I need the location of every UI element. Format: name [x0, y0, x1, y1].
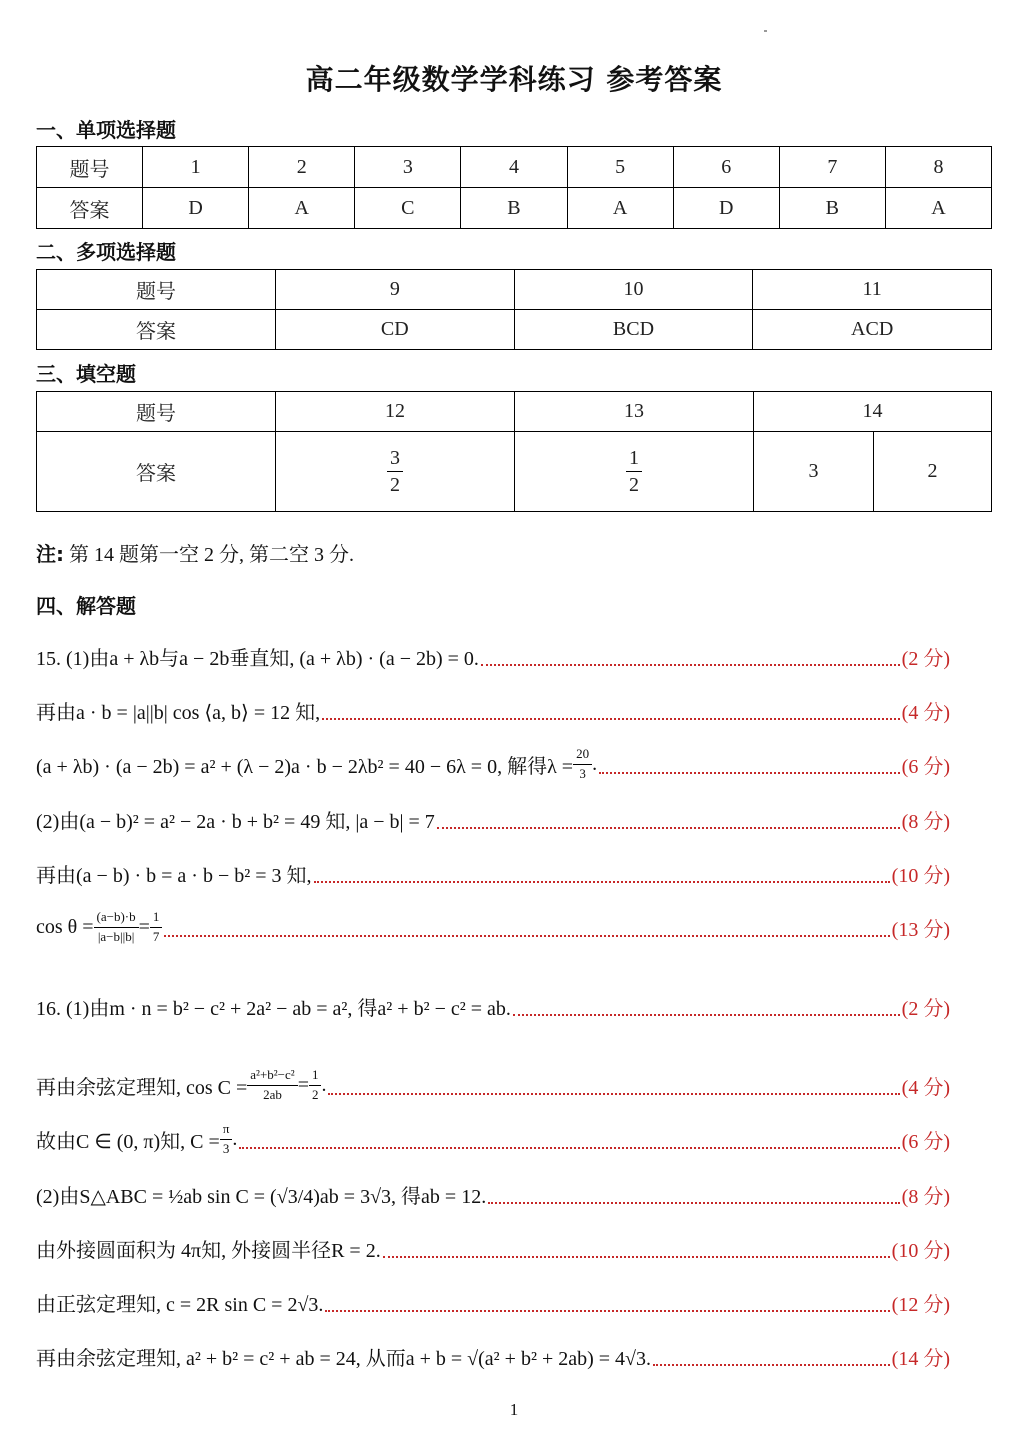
score-label: (2 分) — [901, 997, 950, 1020]
solution-text-tail: . — [592, 752, 598, 775]
note-text: 第 14 题第一空 2 分, 第二空 3 分. — [69, 544, 354, 566]
leader-dots — [239, 1147, 899, 1149]
solution-text: 由正弦定理知, c = 2R sin C = 2√3. — [36, 1293, 324, 1316]
score-label: (6 分) — [901, 755, 950, 778]
leader-dots — [437, 827, 900, 829]
table-cell: B — [779, 188, 885, 229]
fraction — [626, 447, 642, 496]
table-cell: 9 — [276, 270, 515, 310]
score-label: (14 分) — [891, 1347, 950, 1370]
table-cell: 14 — [754, 392, 992, 432]
table-cell: A — [567, 188, 673, 229]
solution-text: 再由余弦定理知, a² + b² = c² + ab = 24, 从而a + b = √(a² + b² + 2ab) = 4√3. — [36, 1347, 652, 1370]
score-label: (4 分) — [901, 701, 950, 724]
numerator: 1 — [309, 1068, 322, 1085]
denominator: 2 — [629, 474, 639, 496]
numerator: 3 — [387, 447, 403, 472]
score-label: (6 分) — [901, 1130, 950, 1153]
solution-text: cos θ = — [36, 915, 94, 938]
scan-mark — [764, 30, 767, 32]
table-row — [37, 188, 992, 229]
row-label: 答案 — [37, 310, 276, 350]
score-label: (13 分) — [891, 918, 950, 941]
score-label: (10 分) — [891, 864, 950, 887]
solution-text-tail: . — [321, 1073, 327, 1096]
fraction — [94, 910, 139, 944]
solution-text-mid: = — [297, 1073, 309, 1096]
fill-blank-table — [36, 391, 992, 512]
table-cell: 13 — [515, 392, 754, 432]
fraction — [387, 447, 403, 496]
solution-text: 再由余弦定理知, cos C = — [36, 1076, 248, 1099]
denominator: 2ab — [263, 1086, 282, 1102]
denominator: |a−b||b| — [97, 928, 135, 944]
solution-text: (2)由S△ABC = ½ab sin C = (√3/4)ab = 3√3, 得ab = 12. — [36, 1185, 487, 1208]
table-cell: 3 — [754, 432, 874, 512]
leader-dots — [653, 1364, 890, 1366]
page-number: 1 — [509, 1400, 519, 1419]
row-label: 答案 — [37, 188, 143, 229]
numerator: 20 — [573, 747, 592, 764]
solution-text: 16. (1)由m · n = b² − c² + 2a² − ab = a², 得a² + b² − c² = ab. — [36, 997, 511, 1020]
table-row — [37, 310, 992, 350]
row-label: 答案 — [37, 432, 276, 512]
solution-line — [36, 690, 950, 730]
leader-dots — [325, 1310, 889, 1312]
numerator: 1 — [150, 910, 163, 927]
table-cell: 4 — [461, 147, 567, 188]
table-cell: ACD — [753, 310, 992, 350]
table-cell: 6 — [673, 147, 779, 188]
table-cell: 2 — [874, 432, 992, 512]
score-label: (4 分) — [901, 1076, 950, 1099]
leader-dots — [513, 1014, 900, 1016]
fraction — [150, 910, 163, 944]
fraction — [220, 1122, 233, 1156]
table-row — [37, 270, 992, 310]
numerator: 1 — [626, 447, 642, 472]
leader-dots — [314, 881, 890, 883]
row-label: 题号 — [37, 147, 143, 188]
table-row — [37, 392, 992, 432]
solution-line — [36, 1065, 950, 1105]
table-cell: A — [249, 188, 355, 229]
table-row — [37, 432, 992, 512]
numerator: (a−b)·b — [94, 910, 139, 927]
table-cell: BCD — [514, 310, 753, 350]
leader-dots — [164, 935, 889, 937]
section-heading-single-choice: 一、单项选择题 — [36, 118, 176, 142]
row-label: 题号 — [37, 270, 276, 310]
denominator: 2 — [390, 474, 400, 496]
fraction — [309, 1068, 322, 1102]
score-label: (8 分) — [901, 1185, 950, 1208]
table-cell: 7 — [779, 147, 885, 188]
table-row — [37, 147, 992, 188]
table-cell: 12 — [276, 392, 515, 432]
score-label: (2 分) — [901, 647, 950, 670]
solution-text: 15. (1)由a + λb与a − 2b垂直知, (a + λb) · (a − 2b) = 0. — [36, 647, 479, 670]
fraction — [573, 747, 592, 781]
numerator: a²+b²−c² — [247, 1068, 297, 1085]
solution-text: 再由(a − b) · b = a · b − b² = 3 知, — [36, 864, 312, 887]
solution-line — [36, 799, 950, 839]
multi-choice-table — [36, 269, 992, 350]
solution-line — [36, 1228, 950, 1268]
solution-line — [36, 1119, 950, 1159]
table-cell: D — [673, 188, 779, 229]
solution-line — [36, 1174, 950, 1214]
solution-line — [36, 986, 950, 1026]
table-cell: 2 — [249, 147, 355, 188]
solution-line — [36, 1336, 950, 1376]
table-cell: B — [461, 188, 567, 229]
single-choice-table — [36, 146, 992, 229]
row-label: 题号 — [37, 392, 276, 432]
numerator: π — [220, 1122, 233, 1139]
leader-dots — [322, 718, 900, 720]
table-cell — [515, 432, 754, 512]
leader-dots — [599, 772, 900, 774]
solution-text: (2)由(a − b)² = a² − 2a · b + b² = 49 知, |a − b| = 7 — [36, 810, 435, 833]
section-heading-multi-choice: 二、多项选择题 — [36, 240, 176, 264]
solution-line — [36, 907, 950, 947]
table-cell: C — [355, 188, 461, 229]
score-label: (10 分) — [891, 1239, 950, 1262]
solution-line — [36, 636, 950, 676]
leader-dots — [383, 1256, 890, 1258]
solution-text: (a + λb) · (a − 2b) = a² + (λ − 2)a · b − 2λb² = 40 − 6λ = 0, 解得λ = — [36, 755, 574, 778]
table-cell: CD — [276, 310, 515, 350]
solution-text: 故由C ∈ (0, π)知, C = — [36, 1130, 220, 1153]
solution-text: 由外接圆面积为 4π知, 外接圆半径R = 2. — [36, 1239, 381, 1262]
note-label: 注: — [36, 542, 64, 566]
table-cell: A — [885, 188, 991, 229]
solution-line — [36, 744, 950, 784]
table-cell: 3 — [355, 147, 461, 188]
score-label: (8 分) — [901, 810, 950, 833]
solution-text-mid: = — [138, 915, 150, 938]
table-cell: 10 — [514, 270, 753, 310]
solution-text: 再由a · b = |a||b| cos ⟨a, b⟩ = 12 知, — [36, 701, 321, 724]
denominator: 3 — [222, 1140, 230, 1156]
denominator: 2 — [311, 1086, 319, 1102]
table-cell: 5 — [567, 147, 673, 188]
section-heading-fill-blank: 三、填空题 — [36, 362, 136, 386]
table-cell — [276, 432, 515, 512]
leader-dots — [328, 1093, 899, 1095]
table-cell: D — [143, 188, 249, 229]
section-heading-solutions: 四、解答题 — [36, 594, 136, 618]
page-title: 高二年级数学学科练习 参考答案 — [305, 63, 723, 96]
solution-text-tail: . — [232, 1127, 238, 1150]
scoring-note — [36, 538, 354, 567]
leader-dots — [481, 664, 900, 666]
denominator: 7 — [152, 928, 160, 944]
solution-line — [36, 1282, 950, 1322]
table-cell: 1 — [143, 147, 249, 188]
solution-line — [36, 853, 950, 893]
table-cell: 8 — [885, 147, 991, 188]
fraction — [247, 1068, 297, 1102]
score-label: (12 分) — [891, 1293, 950, 1316]
denominator: 3 — [579, 765, 586, 781]
table-cell: 11 — [753, 270, 992, 310]
leader-dots — [488, 1202, 899, 1204]
